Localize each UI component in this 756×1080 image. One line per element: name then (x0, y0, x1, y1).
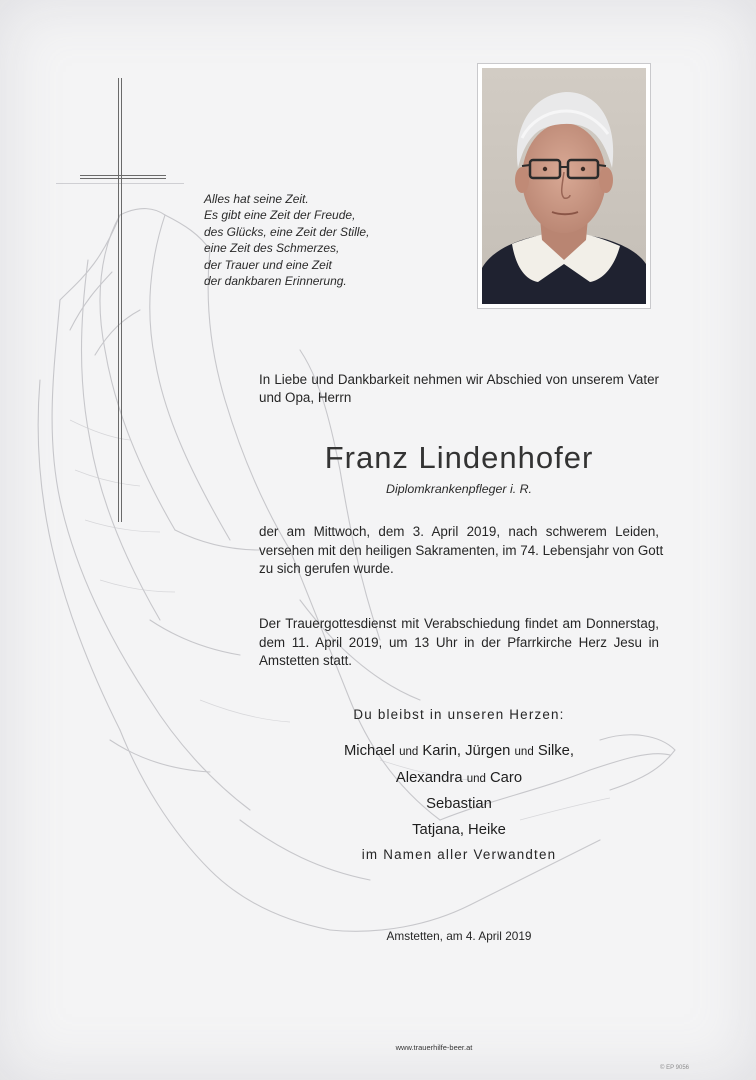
mourners-list (259, 739, 659, 843)
cross-bar (80, 175, 166, 179)
death-notice-line: der am Mittwoch, dem 3. April 2019, nach schwerem Leiden, (259, 524, 659, 539)
mourner-name: Karin, Jürgen (422, 743, 511, 759)
service-line: Der Trauergottesdienst mit Verabschiedung findet am Donnerstag, (259, 616, 659, 631)
deceased-name: Franz Lindenhofer (324, 440, 594, 475)
service-line: Amstetten statt. (259, 653, 353, 669)
mourners-line: Tatjana, Heike (412, 821, 506, 838)
quote-line: Es gibt eine Zeit der Freude, (204, 208, 356, 223)
mourners-line (259, 766, 659, 793)
death-notice-line: versehen mit den heiligen Sakramenten, im 74. Lebensjahr von Gott (259, 542, 664, 558)
mourners-line (259, 739, 659, 766)
quote-line: Alles hat seine Zeit. (204, 192, 309, 206)
service-line: dem 11. April 2019, um 13 Uhr in der Pfarrkirche Herz Jesu in (259, 634, 659, 650)
death-notice-line: zu sich gerufen wurde. (259, 561, 394, 577)
service-notice (259, 615, 659, 671)
mourner-name: Alexandra (395, 769, 463, 786)
intro-text (259, 371, 659, 407)
quote-line: des Glücks, eine Zeit der Stille, (204, 224, 370, 239)
quote-line: der Trauer und eine Zeit (204, 257, 332, 272)
deceased-title: Diplomkrankenpfleger i. R. (386, 482, 532, 496)
death-notice (259, 523, 664, 579)
cross-icon (118, 78, 122, 522)
relatives-line: im Namen aller Verwandten (361, 847, 557, 862)
memorial-quote (204, 191, 444, 289)
mourner-name: Silke, (537, 743, 575, 759)
portrait-frame (477, 63, 651, 309)
quote-line: der dankbaren Erinnerung. (204, 274, 347, 289)
conjunction: und (399, 746, 419, 758)
conjunction: und (466, 772, 486, 785)
mourner-name: Michael (343, 743, 395, 759)
copyright-note: © EP 9056 (660, 1065, 689, 1071)
portrait-photo (482, 68, 646, 304)
quote-line: eine Zeit des Schmerzes, (204, 241, 340, 256)
intro-line: In Liebe und Dankbarkeit nehmen wir Abschied von unserem Vater (259, 372, 659, 387)
mourners-line: Sebastian (426, 796, 492, 812)
conjunction: und (514, 746, 534, 758)
mourner-name: Caro (490, 769, 523, 786)
place-date: Amstetten, am 4. April 2019 (386, 929, 532, 943)
closing-line: Du bleibst in unseren Herzen: (353, 707, 565, 722)
website-link[interactable]: www.trauerhilfe-beer.at (395, 1043, 473, 1052)
intro-line: und Opa, Herrn (259, 390, 352, 405)
